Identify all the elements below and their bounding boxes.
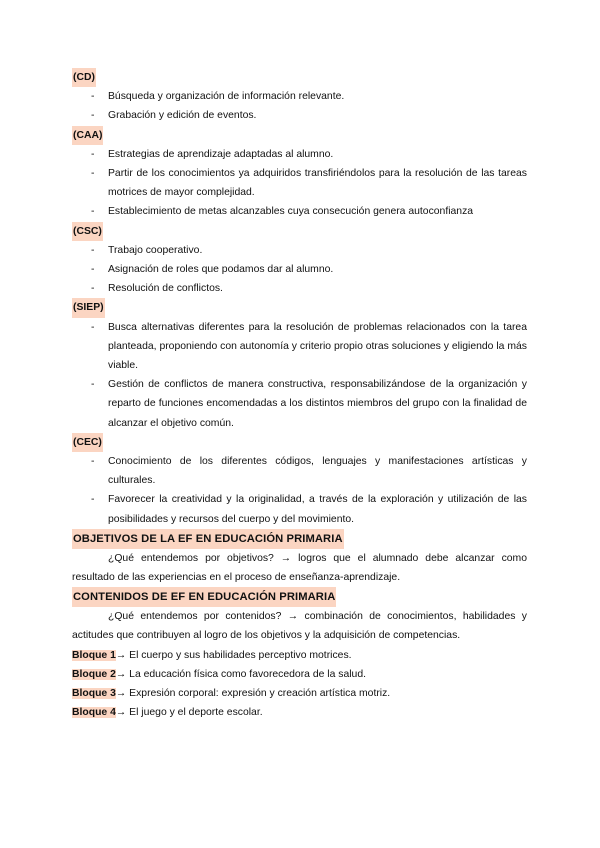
competencia-cec	[72, 433, 527, 529]
objetivos-paragraph: ¿Qué entendemos por objetivos? → logros que el alumnado debe alcanzar como resultado de las experiencias en el proceso de enseñanza-aprendizaje.	[72, 552, 527, 583]
competencia-code: (CSC)	[72, 222, 103, 241]
bloque-label: Bloque 2	[72, 668, 116, 680]
competencia-csc	[72, 222, 527, 299]
bloque-label: Bloque 1	[72, 649, 116, 661]
competencia-code: (CD)	[72, 68, 96, 87]
section-heading: CONTENIDOS DE EF EN EDUCACIÓN PRIMARIA	[72, 587, 336, 607]
objetivos-section	[72, 529, 527, 587]
competencia-code: (CEC)	[72, 433, 103, 452]
bloque-text: → El cuerpo y sus habilidades perceptivo motrices.	[115, 649, 352, 661]
bloque-text: → La educación física como favorecedora de la salud.	[115, 668, 366, 680]
list-item: - Establecimiento de metas alcanzables cuya consecución genera autoconfianza	[72, 202, 527, 221]
bloque-label: Bloque 3	[72, 687, 116, 699]
list-item: - Búsqueda y organización de información relevante.	[72, 87, 527, 106]
contenidos-paragraph: ¿Qué entendemos por contenidos? → combinación de conocimientos, habilidades y actitudes que contribuyen al logro de los objetivos y la adquisición de competencias.	[72, 611, 527, 642]
contenidos-section	[72, 587, 527, 722]
section-heading: OBJETIVOS DE LA EF EN EDUCACIÓN PRIMARIA	[72, 529, 344, 549]
competencia-siep	[72, 298, 527, 432]
list-item: - Gestión de conflictos de manera constructiva, responsabilizándose de la organización y reparto de funciones encomendadas a los distintos miembros del grupo con la finalidad de alcanzar el objetivo común.	[72, 375, 527, 433]
list-item: - Asignación de roles que podamos dar al alumno.	[72, 260, 527, 279]
competencia-code: (CAA)	[72, 126, 103, 145]
list-item: - Trabajo cooperativo.	[72, 241, 527, 260]
bloque-item	[72, 646, 527, 665]
bloque-item	[72, 684, 527, 703]
bloque-item	[72, 665, 527, 684]
bloque-text: → Expresión corporal: expresión y creación artística motriz.	[115, 687, 391, 699]
bloque-text: → El juego y el deporte escolar.	[115, 707, 263, 719]
list-item: - Partir de los conocimientos ya adquiridos transfiriéndolos para la resolución de las tareas motrices de mayor complejidad.	[72, 164, 527, 202]
document-page	[72, 68, 527, 722]
list-item: - Resolución de conflictos.	[72, 279, 527, 298]
bloque-label: Bloque 4	[72, 707, 116, 719]
list-item: - Estrategias de aprendizaje adaptadas al alumno.	[72, 145, 527, 164]
competencia-code: (SIEP)	[72, 298, 105, 317]
list-item: - Conocimiento de los diferentes códigos, lenguajes y manifestaciones artísticas y culturales.	[72, 452, 527, 490]
list-item: - Grabación y edición de eventos.	[72, 106, 527, 125]
competencia-caa	[72, 126, 527, 222]
bloque-item	[72, 703, 527, 722]
list-item: - Favorecer la creatividad y la originalidad, a través de la exploración y utilización de las posibilidades y recursos del cuerpo y del movimiento.	[72, 490, 527, 528]
list-item: - Busca alternativas diferentes para la resolución de problemas relacionados con la tarea planteada, proponiendo con autonomía y criterio propio otras soluciones y eligiendo la más viable.	[72, 318, 527, 376]
competencia-cd	[72, 68, 527, 126]
